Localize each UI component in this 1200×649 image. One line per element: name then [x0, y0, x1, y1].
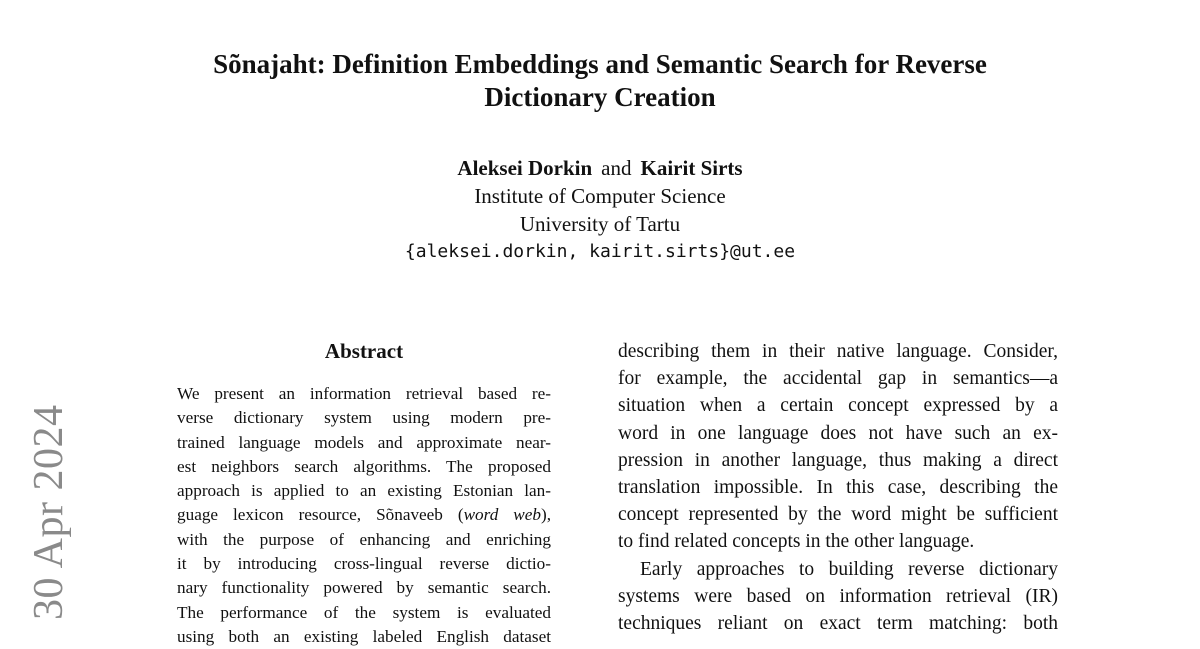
body-line: to find related concepts in the other language.	[618, 531, 975, 553]
body-line: systems were based on information retrieval (IR)	[618, 585, 1058, 607]
abstract-line: verse dictionary system using modern pre-	[177, 408, 551, 428]
body-line: pression in another language, thus making a direct	[618, 449, 1058, 471]
author-name: Aleksei Dorkin	[457, 156, 593, 180]
arxiv-date-stamp: 30 Apr 2024	[26, 404, 72, 620]
author-list	[0, 154, 1200, 182]
abstract-body	[177, 382, 551, 649]
body-text-right-column	[618, 338, 1058, 637]
body-line: for example, the accidental gap in semantics—a	[618, 368, 1058, 390]
author-email: {aleksei.dorkin, kairit.sirts}@ut.ee	[404, 241, 796, 262]
affiliation-institute: Institute of Computer Science	[474, 184, 726, 208]
abstract-line	[177, 503, 551, 527]
body-line: situation when a certain concept expressed by a	[618, 395, 1058, 417]
abstract-line: est neighbors search algorithms. The proposed	[177, 456, 551, 476]
title-line: Dictionary Creation	[484, 82, 716, 112]
abstract-line: trained language models and approximate near-	[177, 432, 551, 452]
abstract-line: We present an information retrieval based re-	[177, 384, 551, 403]
body-line: translation impossible. In this case, describing the	[618, 476, 1058, 498]
author-name: Kairit Sirts	[640, 156, 743, 180]
abstract-line-segment: ),	[540, 505, 551, 525]
abstract-line: nary functionality powered by semantic search.	[177, 578, 551, 598]
abstract-line: with the purpose of enhancing and enriching	[177, 529, 551, 549]
body-line: Early approaches to building reverse dictionary	[640, 558, 1058, 580]
author-conjunction: and	[601, 156, 632, 180]
abstract-line: it by introducing cross-lingual reverse dictio-	[177, 554, 551, 574]
body-line: word in one language does not have such an ex-	[618, 422, 1058, 444]
body-line: concept represented by the word might be sufficient	[618, 504, 1058, 526]
abstract-line: The performance of the system is evaluated	[177, 602, 551, 622]
affiliation-university: University of Tartu	[519, 212, 681, 236]
abstract-heading: Abstract	[324, 339, 404, 363]
abstract-emphasis: word web	[463, 505, 541, 525]
abstract-line-segment: guage lexicon resource, Sõnaveeb (	[177, 505, 464, 525]
title-line: Sõnajaht: Definition Embeddings and Semantic Search for Reverse	[213, 49, 987, 79]
abstract-line: approach is applied to an existing Estonian lan-	[177, 481, 551, 501]
abstract-line: using both an existing labeled English dataset	[177, 626, 551, 646]
paper-title	[0, 48, 1200, 114]
body-line: techniques reliant on exact term matching: both	[618, 612, 1058, 634]
body-line: describing them in their native language. Consider,	[618, 341, 1058, 362]
